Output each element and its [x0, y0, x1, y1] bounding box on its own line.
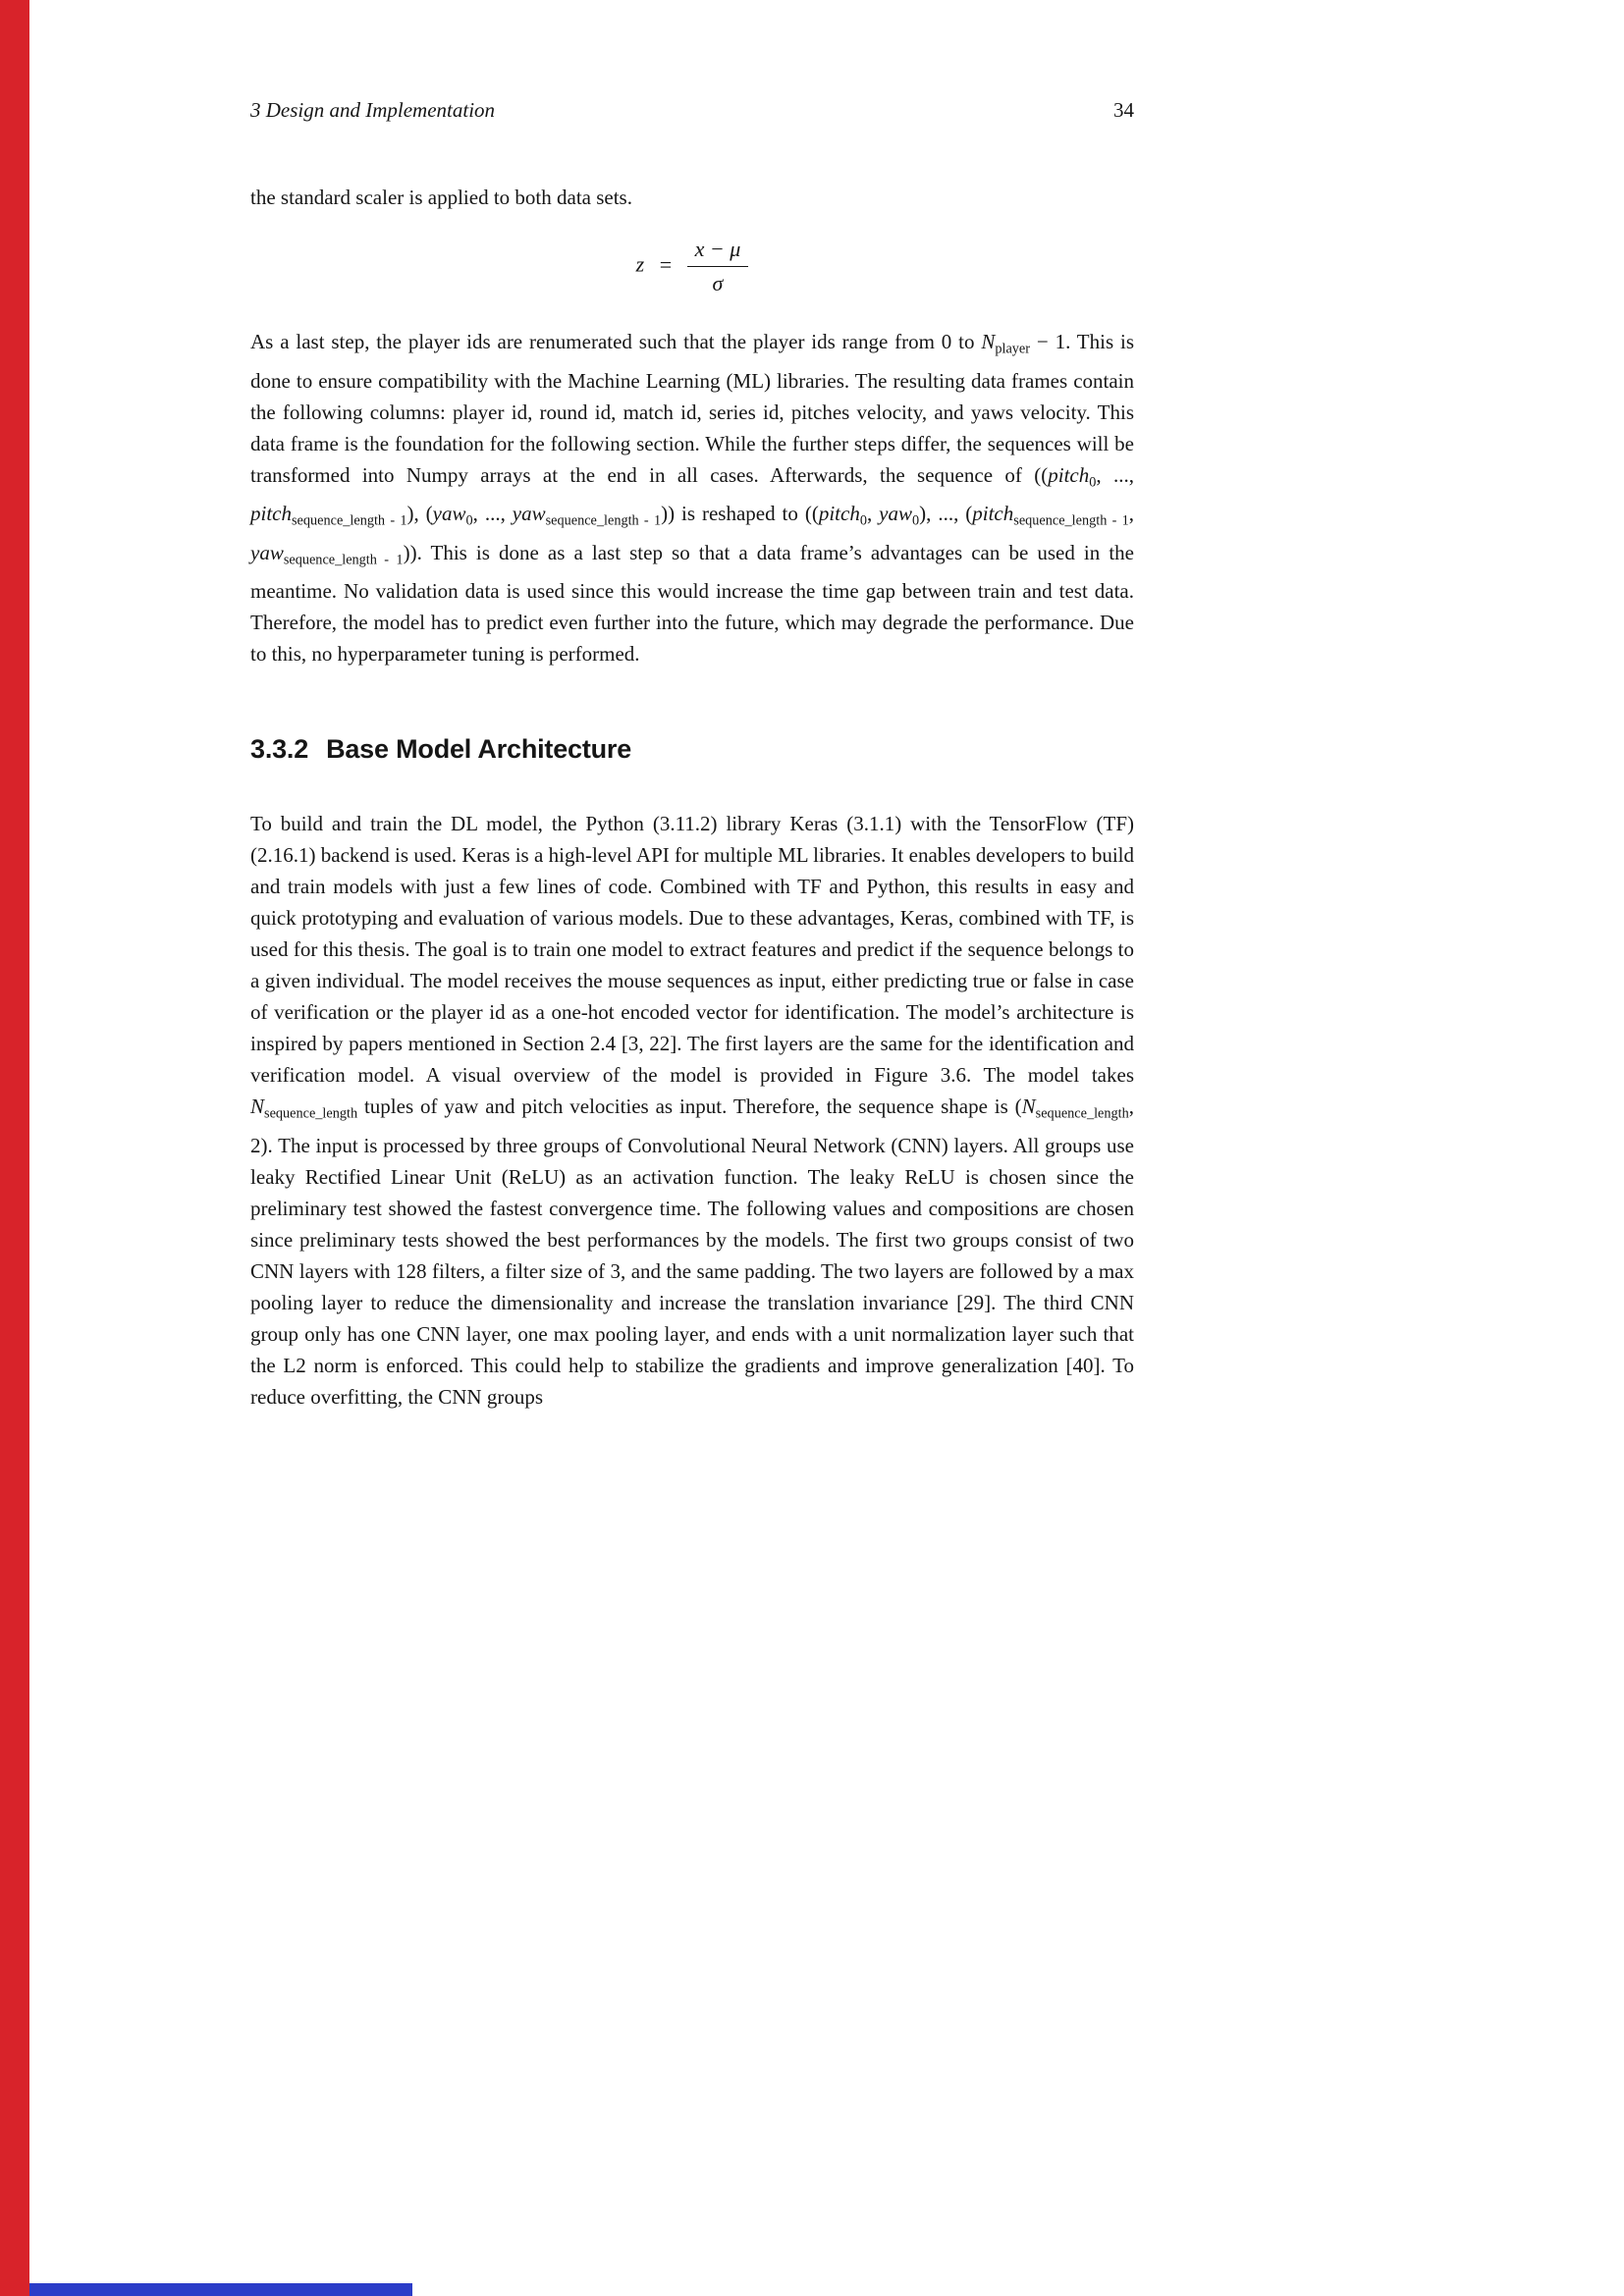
section-heading-title: Base Model Architecture [326, 734, 632, 765]
running-header [250, 98, 1134, 123]
formula-lhs: z [635, 251, 645, 277]
formula-fraction [687, 237, 749, 296]
bottom-edge-blue-bar [29, 2283, 412, 2296]
formula-z-score [250, 237, 1134, 296]
running-header-title: 3 Design and Implementation [250, 98, 496, 122]
formula-equals-sign: = [659, 251, 673, 277]
left-edge-red-bar [0, 0, 29, 2296]
paragraph-renumeration: As a last step, the player ids are renumerated such that the player ids range from 0 to $N_{player} - 1$. This is done to ensure compatibility with the Machine Learning (ML) libraries. The resulting data frames contain the following columns: player id, round id, match id, series id, pitches velocity, and yaws velocity. This data frame is the foundation for the following section. While the further steps differ, the sequences will be transformed into Numpy arrays at the end in all cases. Afterwards, the sequence of ((pitch$_0$, ..., pitch$_{sequence\_length - 1}$), (yaw$_0$, ..., yaw$_{sequence\_length - 1}$)) is reshaped to ((pitch$_0$, yaw$_0$), ..., (pitch$_{sequence\_length - 1}$, yaw$_{sequence\_length - 1}$)). This is done as a last step so that a data frame’s advantages can be used in the meantime. No validation data is used since this would increase the time gap between train and test data. Therefore, the model has to predict even further into the future, which may degrade the performance. Due to this, no hyperparameter tuning is performed. [250, 330, 1134, 667]
formula-denominator: σ [712, 271, 724, 295]
page-number: 34 [1113, 98, 1134, 122]
page-content [250, 98, 1134, 1413]
paragraph-base-model-architecture: To build and train the DL model, the Python (3.11.2) library Keras (3.1.1) with the TensorFlow (TF) (2.16.1) backend is used. Keras is a high-level API for multiple ML libraries. It enables developers to build and train models with just a few lines of code. Combined with TF and Python, this results in easy and quick prototyping and evaluation of various models. Due to these advantages, Keras, combined with TF, is used for this thesis. The goal is to train one model to extract features and predict if the sequence belongs to a given individual. The model receives the mouse sequences as input, either predicting true or false in case of verification or the player id as a one-hot encoded vector for identification. The model’s architecture is inspired by papers mentioned in Section 2.4 [3, 22]. The first layers are the same for the identification and verification model. A visual overview of the model is provided in Figure 3.6. The model takes $N_{sequence\_length}$ tuples of yaw and pitch velocities as input. Therefore, the sequence shape is ($N_{sequence\_length}$, 2). The input is processed by three groups of Convolutional Neural Network (CNN) layers. All groups use leaky Rectified Linear Unit (ReLU) as an activation function. The leaky ReLU is chosen since the preliminary test showed the fastest convergence time. The following values and compositions are chosen since preliminary tests showed the best performances by the models. The first two groups consist of two CNN layers with 128 filters, a filter size of 3, and the same padding. The two layers are followed by a max pooling layer to reduce the dimensionality and increase the translation invariance [29]. The third CNN group only has one CNN layer, one max pooling layer, and ends with a unit normalization layer such that the L2 norm is enforced. This could help to stabilize the gradients and improve generalization [40]. To reduce overfitting, the CNN groups [250, 812, 1134, 1409]
formula-numerator: x − μ [687, 237, 749, 267]
section-heading-number: 3.3.2 [250, 734, 309, 765]
section-heading-3-3-2 [250, 734, 1134, 765]
paragraph-standard-scaler: the standard scaler is applied to both data sets. [250, 186, 632, 209]
